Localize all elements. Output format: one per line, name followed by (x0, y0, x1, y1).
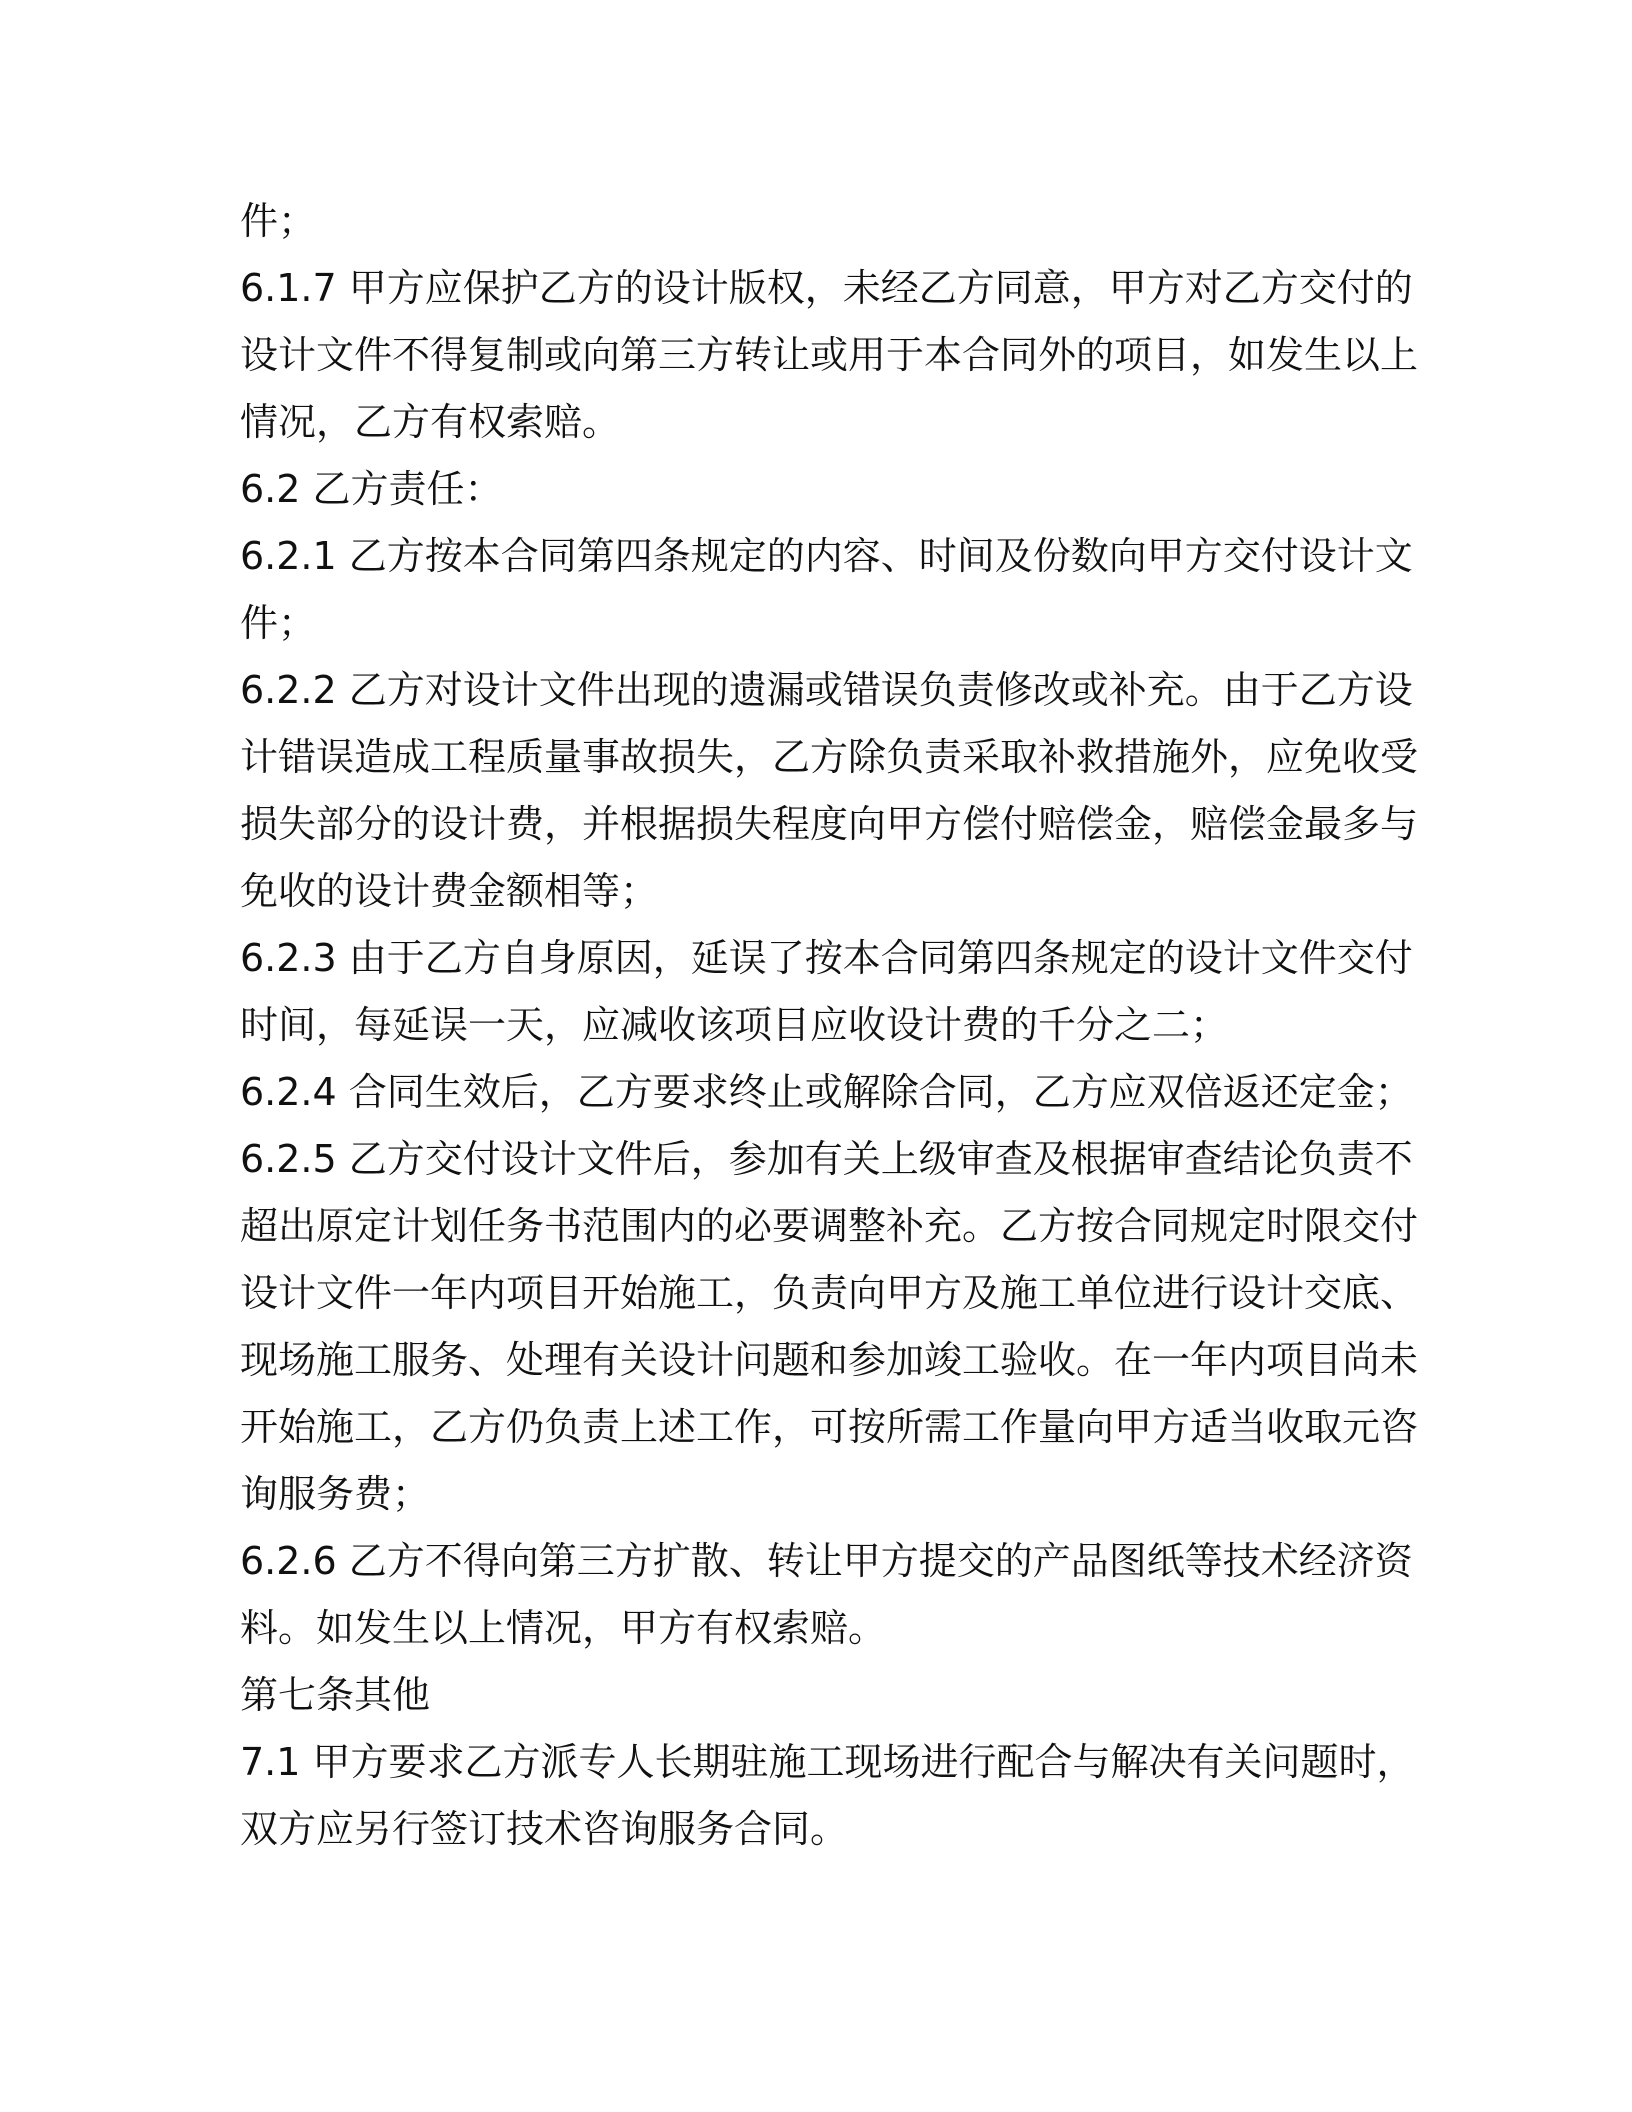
text-line: 6.1.7 甲方应保护乙方的设计版权，未经乙方同意，甲方对乙方交付的 (240, 266, 1413, 310)
text-line: 6.2.6 乙方不得向第三方扩散、转让甲方提交的产品图纸等技术经济资 (240, 1539, 1413, 1583)
text-line: 计错误造成工程质量事故损失，乙方除负责采取补救措施外，应免收受 (240, 735, 1419, 779)
text-line: 料。如发生以上情况，甲方有权索赔。 (240, 1606, 887, 1650)
section-heading: 6.2 乙方责任： (240, 467, 503, 511)
text-line: 开始施工，乙方仍负责上述工作，可按所需工作量向甲方适当收取元咨 (240, 1405, 1419, 1449)
text-line: 询服务费； (240, 1472, 431, 1516)
article-heading: 第七条其他 (240, 1673, 431, 1717)
text-line: 件； (240, 601, 317, 645)
text-line: 6.2.4 合同生效后，乙方要求终止或解除合同，乙方应双倍返还定金； (240, 1070, 1413, 1114)
text-line: 7.1 甲方要求乙方派专人长期驻施工现场进行配合与解决有关问题时， (240, 1740, 1415, 1784)
text-line: 超出原定计划任务书范围内的必要调整补充。乙方按合同规定时限交付 (240, 1204, 1419, 1248)
text-line: 现场施工服务、处理有关设计问题和参加竣工验收。在一年内项目尚未 (240, 1338, 1419, 1382)
text-line: 6.2.1 乙方按本合同第四条规定的内容、时间及份数向甲方交付设计文 (240, 534, 1413, 578)
text-line: 时间，每延误一天，应减收该项目应收设计费的千分之二； (240, 1003, 1229, 1047)
text-line: 免收的设计费金额相等； (240, 869, 659, 913)
text-line: 6.2.5 乙方交付设计文件后，参加有关上级审查及根据审查结论负责不 (240, 1137, 1413, 1181)
text-line: 6.2.2 乙方对设计文件出现的遗漏或错误负责修改或补充。由于乙方设 (240, 668, 1413, 712)
text-line: 6.2.3 由于乙方自身原因，延误了按本合同第四条规定的设计文件交付 (240, 936, 1413, 980)
text-line: 设计文件不得复制或向第三方转让或用于本合同外的项目，如发生以上 (240, 333, 1419, 377)
text-line: 设计文件一年内项目开始施工，负责向甲方及施工单位进行设计交底、 (240, 1271, 1419, 1315)
text-line: 双方应另行签订技术咨询服务合同。 (240, 1807, 849, 1851)
text-line: 损失部分的设计费，并根据损失程度向甲方偿付赔偿金，赔偿金最多与 (240, 802, 1419, 846)
text-line: 件； (240, 199, 317, 243)
document-page (240, 188, 1419, 1863)
text-line: 情况，乙方有权索赔。 (240, 400, 621, 444)
